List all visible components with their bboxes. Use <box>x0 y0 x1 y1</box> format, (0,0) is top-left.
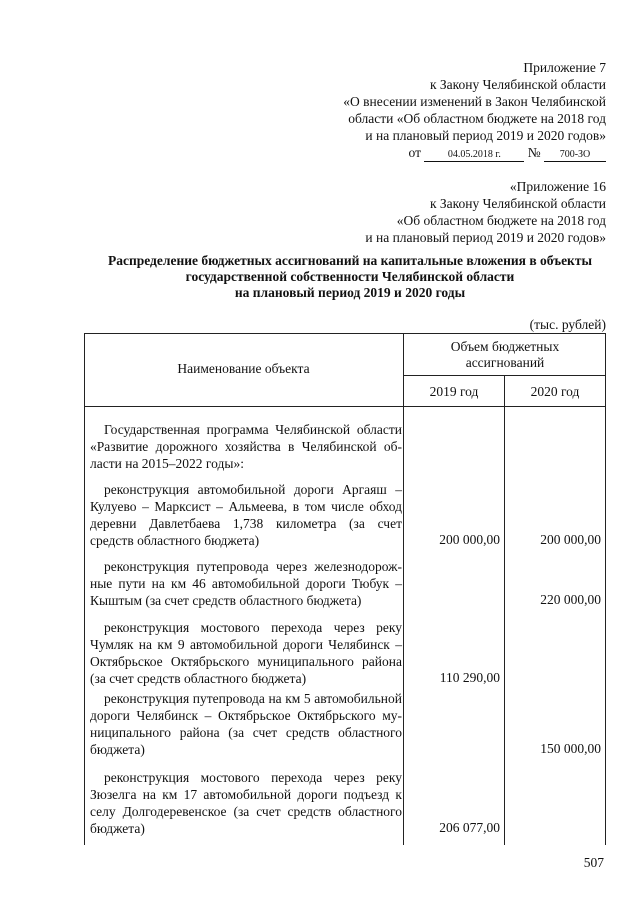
amendment-title-line-1: «О внесении изменений в Закон Челябинской <box>343 94 606 109</box>
amendment-title-line-3: и на плановый период 2019 и 2020 годов» <box>365 128 606 143</box>
appropriations-table <box>84 333 606 845</box>
column-divider-years <box>504 375 505 845</box>
object-name: реконструкция путепровода на км 5 автомобильной дороги Челябинск – Октябрьское Октябрьского му-ниципального района (за счет средств областного бюджета) <box>90 691 402 757</box>
amendment-title-line-2: области «Об областном бюджете на 2018 год <box>348 111 606 126</box>
object-name: реконструкция автомобильной дороги Аргаяш – Кулуево – Марксист – Альмеева, в том числе обход деревни Давлетбаева 1,738 километра (за счет средств областного бюджета) <box>90 482 402 548</box>
title-line-2: государственной собственности Челябинской области <box>185 269 515 284</box>
title-line-1: Распределение бюджетных ассигнований на капитальные вложения в объекты <box>107 253 593 268</box>
title-line-3: на плановый период 2019 и 2020 годы <box>234 285 466 300</box>
annex-number: «Приложение 16 <box>509 179 606 194</box>
number-value: 700-ЗО <box>544 149 606 162</box>
number-prefix: № <box>527 145 541 160</box>
page-number: 507 <box>583 855 604 870</box>
annex-header <box>365 178 606 246</box>
table-border-right <box>605 333 606 845</box>
header-bottom-border <box>84 406 606 407</box>
amendment-header <box>343 59 606 162</box>
column-header-name: Наименование объекта <box>177 361 310 376</box>
object-name: реконструкция мостового перехода через реку Зюзелга на км 17 автомобильной дороги подъезд к селу Долгодеревенское (за счет средств областного бюджета) <box>90 770 402 836</box>
column-header-2019: 2019 год <box>429 384 479 399</box>
header-subdivider <box>403 375 606 376</box>
annex-title-line-2: и на плановый период 2019 и 2020 годов» <box>365 230 606 245</box>
units-label: (тыс. рублей) <box>529 317 606 332</box>
value-2019: 200 000,00 <box>439 532 500 547</box>
table-border-left <box>84 333 85 845</box>
value-2020: 200 000,00 <box>540 532 601 547</box>
annex-title-line-1: «Об областном бюджете на 2018 год <box>396 213 606 228</box>
column-divider-name <box>403 333 404 845</box>
value-2019: 206 077,00 <box>439 820 500 835</box>
annex-law-line: к Закону Челябинской области <box>429 196 606 211</box>
document-title <box>80 253 620 301</box>
column-header-volume: Объем бюджетных ассигнований <box>450 339 560 370</box>
program-name: Государственная программа Челябинской области «Развитие дорожного хозяйства в Челябинской об-ласти на 2015–2022 годы»: <box>90 422 402 471</box>
value-2020: 150 000,00 <box>540 741 601 756</box>
object-name: реконструкция путепровода через железнодорож-ные пути на км 46 автомобильной дороги Тюбук – Кыштым (за счет средств областного бюджета) <box>90 559 402 608</box>
date-value: 04.05.2018 г. <box>424 149 524 162</box>
column-header-2020: 2020 год <box>530 384 580 399</box>
table-border-top <box>84 333 606 334</box>
amendment-law-line: к Закону Челябинской области <box>429 77 606 92</box>
value-2020: 220 000,00 <box>540 592 601 607</box>
amendment-date-number-line <box>343 144 606 162</box>
object-name: реконструкция мостового перехода через реку Чумляк на км 9 автомобильной дороги Челябинск – Октябрьское Октябрьского муниципального района (за счет средств областного бюджета) <box>90 620 402 686</box>
date-prefix: от <box>408 145 421 160</box>
amendment-annex-number: Приложение 7 <box>523 60 606 75</box>
value-2019: 110 290,00 <box>439 670 500 685</box>
